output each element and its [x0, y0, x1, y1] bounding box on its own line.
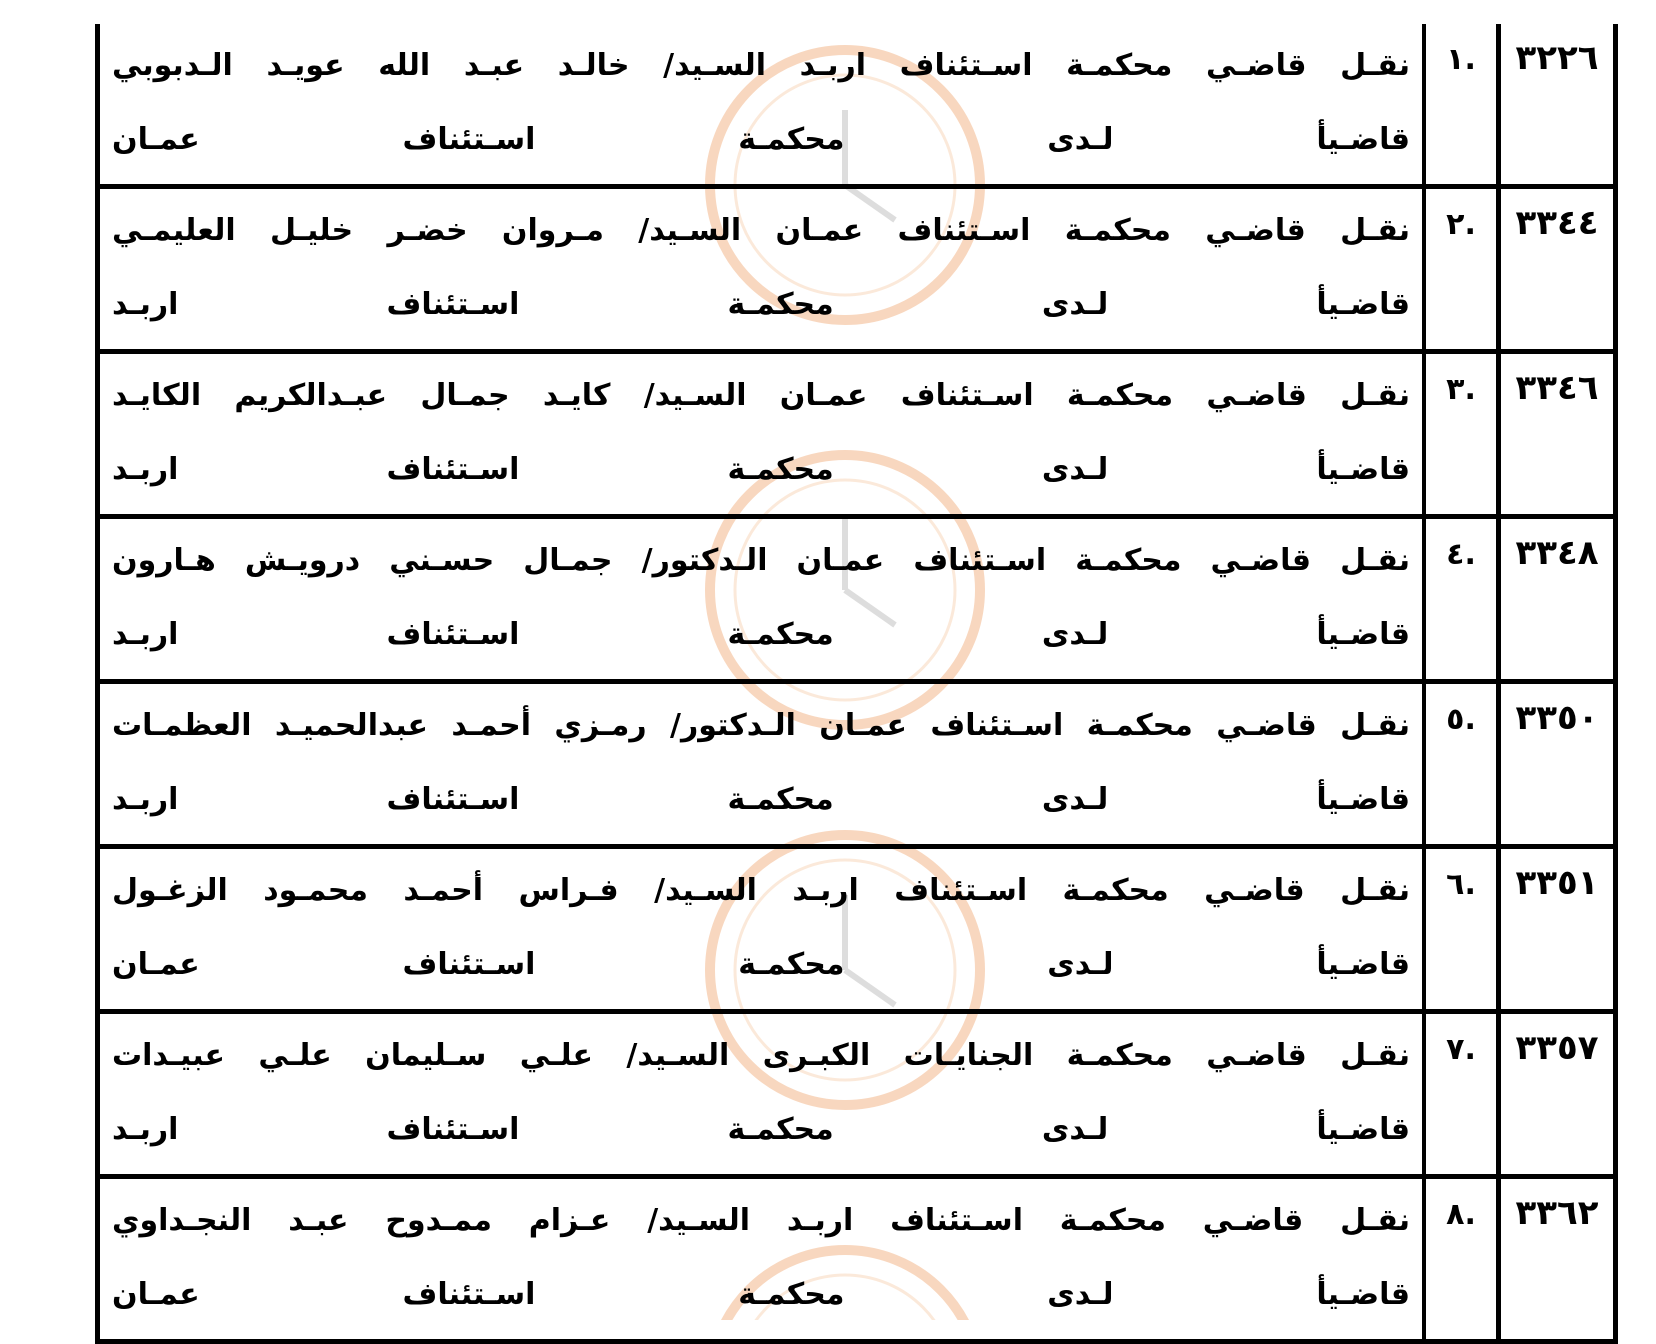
row-index: .٨	[1424, 1177, 1499, 1342]
transfer-line-1: نقـل قاضـي محكمـة اسـتئناف اربـد السـيد/ عـزام ممـدوح عبـد النجـداوي	[112, 1203, 1410, 1238]
table-row	[98, 24, 1616, 187]
transfer-line-2: قاضـيأ لـدى محكمـة اسـتئناف عمـان	[112, 1277, 1410, 1312]
table-row	[98, 187, 1616, 352]
table-row	[98, 1177, 1616, 1342]
row-index: .٢	[1424, 187, 1499, 352]
transfer-text	[98, 187, 1425, 352]
transfer-line-2: قاضـيأ لـدى محكمـة اسـتئناف اربـد	[112, 617, 1410, 652]
decision-number: ٣٣٦٢	[1499, 1177, 1616, 1342]
transfer-line-2: قاضـيأ لـدى محكمـة اسـتئناف عمـان	[112, 947, 1410, 982]
row-index: .٥	[1424, 682, 1499, 847]
decision-number: ٣٢٢٦	[1499, 24, 1616, 187]
transfer-line-2: قاضـيأ لـدى محكمـة اسـتئناف اربـد	[112, 782, 1410, 817]
row-index: .٣	[1424, 352, 1499, 517]
decision-number: ٣٣٥٠	[1499, 682, 1616, 847]
transfer-text	[98, 24, 1425, 187]
decision-number: ٣٣٥٧	[1499, 1012, 1616, 1177]
transfer-line-2: قاضـيأ لـدى محكمـة اسـتئناف اربـد	[112, 452, 1410, 487]
transfer-line-1: نقـل قاضـي محكمـة اسـتئناف اربـد السـيد/ خالـد عبـد الله عويـد الـدبوبي	[112, 48, 1410, 83]
decision-number: ٣٣٤٨	[1499, 517, 1616, 682]
transfer-text	[98, 352, 1425, 517]
transfer-text	[98, 1177, 1425, 1342]
transfer-text	[98, 1012, 1425, 1177]
transfers-table	[95, 24, 1618, 1344]
transfer-line-1: نقـل قاضـي محكمـة اسـتئناف عمـان الـدكتور/ جمـال حسـني درويـش هـارون	[112, 543, 1410, 578]
transfer-text	[98, 847, 1425, 1012]
table-row	[98, 682, 1616, 847]
table-row	[98, 517, 1616, 682]
decision-number: ٣٣٤٤	[1499, 187, 1616, 352]
transfer-line-1: نقـل قاضـي محكمـة اسـتئناف اربـد السـيد/ فـراس أحمـد محمـود الزغـول	[112, 873, 1410, 908]
transfer-line-2: قاضـيأ لـدى محكمـة اسـتئناف عمـان	[112, 122, 1410, 157]
transfer-text	[98, 517, 1425, 682]
decision-number: ٣٣٤٦	[1499, 352, 1616, 517]
row-index: .٤	[1424, 517, 1499, 682]
row-index: .٦	[1424, 847, 1499, 1012]
transfer-line-1: نقـل قاضـي محكمـة الجنايـات الكبـرى السـيد/ علـي سـليمان علـي عبيـدات	[112, 1038, 1410, 1073]
transfer-line-1: نقـل قاضـي محكمـة اسـتئناف عمـان السـيد/ مـروان خضـر خليـل العليمـي	[112, 213, 1410, 248]
decision-number: ٣٣٥١	[1499, 847, 1616, 1012]
transfer-line-1: نقـل قاضـي محكمـة اسـتئناف عمـان الـدكتور/ رمـزي أحمـد عبدالحميـد العظمـات	[112, 708, 1410, 743]
transfer-line-2: قاضـيأ لـدى محكمـة اسـتئناف اربـد	[112, 1112, 1410, 1147]
row-index: .٧	[1424, 1012, 1499, 1177]
transfer-line-1: نقـل قاضـي محكمـة اسـتئناف عمـان السـيد/ كايـد جمـال عبـدالكريم الكايـد	[112, 378, 1410, 413]
table-row	[98, 1012, 1616, 1177]
transfer-text	[98, 682, 1425, 847]
transfer-line-2: قاضـيأ لـدى محكمـة اسـتئناف اربـد	[112, 287, 1410, 322]
table-row	[98, 847, 1616, 1012]
table-row	[98, 352, 1616, 517]
row-index: .١	[1424, 24, 1499, 187]
